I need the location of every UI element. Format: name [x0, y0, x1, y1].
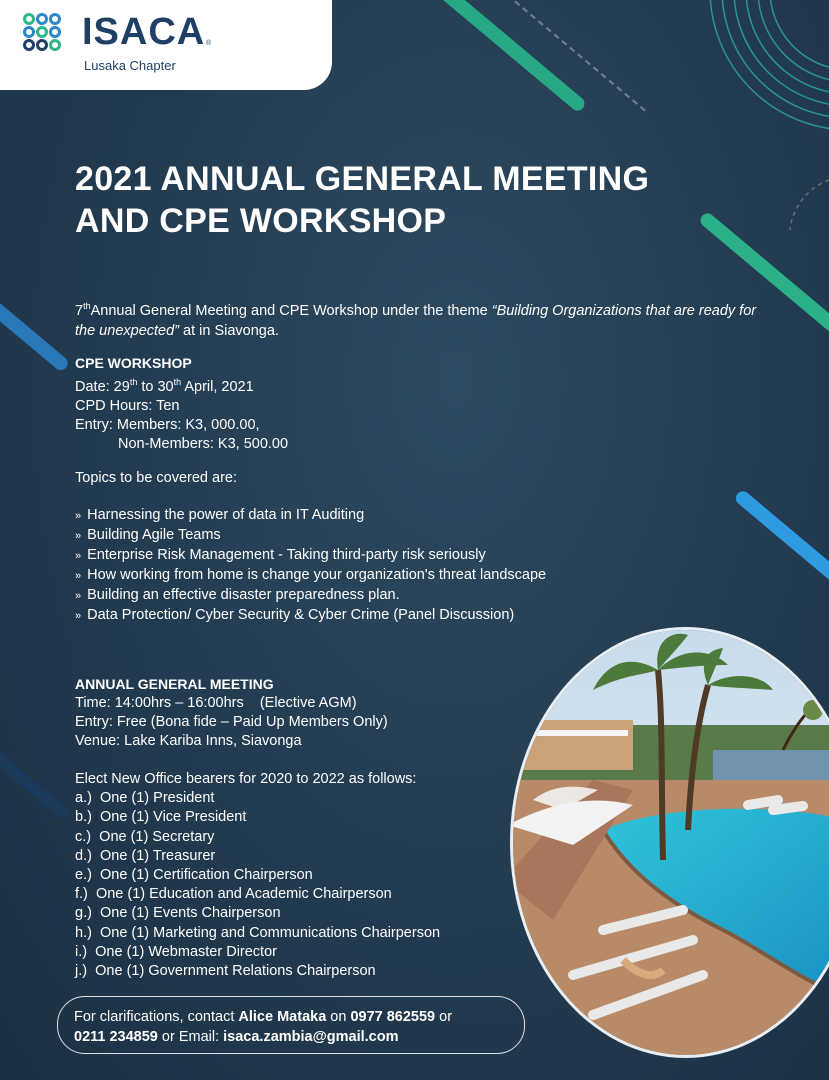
- elections-section: [75, 770, 440, 981]
- topic-text: Building Agile Teams: [87, 527, 221, 543]
- list-item: [75, 546, 546, 566]
- logo-registered-mark: ®: [206, 40, 212, 47]
- date-end: to 30: [137, 378, 174, 395]
- page-title: [75, 158, 649, 242]
- agm-section: [75, 675, 388, 752]
- elections-intro: Elect New Office bearers for 2020 to 2022 as follows:: [75, 771, 417, 787]
- isaca-logo-icon: [22, 12, 72, 52]
- list-item: [75, 606, 546, 626]
- list-item: j.) One (1) Government Relations Chairperson: [75, 963, 376, 980]
- decorative-stripe-blue-right: [733, 488, 829, 595]
- topics-intro: Topics to be covered are:: [75, 470, 238, 486]
- pool-illustration: [513, 630, 829, 1055]
- list-item: e.) One (1) Certification Chairperson: [75, 867, 313, 884]
- workshop-date: [75, 373, 288, 397]
- contact-line-2: [74, 1027, 452, 1047]
- list-item: d.) One (1) Treasurer: [75, 847, 216, 864]
- intro-theme: “Building Organizations that are ready for the unexpected”: [75, 302, 757, 339]
- contact-on: on: [326, 1009, 351, 1025]
- agm-entry: Entry: Free (Bona fide – Paid Up Members Only): [75, 714, 388, 731]
- logo-wordmark: ISACA: [82, 11, 206, 53]
- workshop-heading: CPE WORKSHOP: [75, 355, 192, 371]
- topic-text: How working from home is change your organization's threat landscape: [87, 567, 547, 583]
- chapter-name: Lusaka Chapter: [84, 58, 176, 73]
- intro-ordinal: 7: [75, 302, 84, 319]
- topics-list: [75, 506, 546, 626]
- list-item: h.) One (1) Marketing and Communications Chairperson: [75, 924, 441, 941]
- bullet-marker: »: [75, 530, 82, 542]
- list-item: [75, 506, 546, 526]
- list-item: a.) One (1) President: [75, 790, 215, 807]
- list-item: i.) One (1) Webmaster Director: [75, 943, 277, 960]
- contact-phone-2[interactable]: 0211 234859: [74, 1029, 158, 1045]
- workshop-entry-nonmembers: Non-Members: K3, 500.00: [118, 436, 289, 453]
- topic-text: Data Protection/ Cyber Security & Cyber Crime (Panel Discussion): [87, 607, 515, 623]
- workshop-cpd-hours: CPD Hours: Ten: [75, 398, 180, 415]
- topic-text: Building an effective disaster preparedness plan.: [87, 587, 400, 603]
- contact-line-1: [74, 1007, 452, 1027]
- agm-heading: ANNUAL GENERAL MEETING: [75, 676, 274, 692]
- list-item: [75, 526, 546, 546]
- bullet-marker: »: [75, 570, 82, 582]
- contact-or: or: [435, 1009, 453, 1025]
- contact-email[interactable]: isaca.zambia@gmail.com: [223, 1029, 399, 1045]
- decorative-arcs: [660, 0, 829, 140]
- list-item: b.) One (1) Vice President: [75, 809, 247, 826]
- list-item: [75, 566, 546, 586]
- decorative-stripe-dark-left: [0, 741, 71, 821]
- decorative-stripe-green-top: [433, 0, 588, 113]
- agm-venue: Venue: Lake Kariba Inns, Siavonga: [75, 733, 302, 750]
- list-item: g.) One (1) Events Chairperson: [75, 905, 281, 922]
- title-line-2: AND CPE WORKSHOP: [75, 202, 447, 240]
- contact-prefix: For clarifications, contact: [74, 1009, 239, 1025]
- intro-text: Annual General Meeting and CPE Workshop under the theme: [90, 302, 492, 319]
- topic-text: Enterprise Risk Management - Taking third-party risk seriously: [87, 547, 486, 563]
- agm-time: Time: 14:00hrs – 16:00hrs (Elective AGM): [75, 695, 357, 711]
- contact-email-label: or Email:: [157, 1029, 224, 1045]
- bullet-marker: »: [75, 510, 82, 522]
- workshop-entry-members: Entry: Members: K3, 000.00,: [75, 417, 260, 434]
- decorative-dashed-arc: [770, 170, 829, 290]
- list-item: [75, 586, 546, 606]
- date-end-sup: th: [173, 377, 182, 387]
- decorative-stripe-blue-left: [0, 285, 70, 373]
- date-start: Date: 29: [75, 378, 130, 395]
- contact-text: [74, 1007, 452, 1047]
- list-item: c.) One (1) Secretary: [75, 828, 215, 845]
- intro-paragraph: [75, 296, 765, 341]
- contact-phone-1[interactable]: 0977 862559: [350, 1009, 436, 1025]
- intro-ordinal-sup: th: [83, 301, 91, 311]
- list-item: f.) One (1) Education and Academic Chairperson: [75, 886, 392, 903]
- date-start-sup: th: [129, 377, 138, 387]
- contact-name: Alice Mataka: [238, 1009, 327, 1025]
- resort-pool-photo: [510, 627, 829, 1058]
- decorative-stripe-dashed: [514, 1, 646, 112]
- bullet-marker: »: [75, 610, 82, 622]
- bullet-marker: »: [75, 590, 82, 602]
- intro-location: at in Siavonga.: [179, 322, 279, 339]
- topic-text: Harnessing the power of data in IT Auditing: [87, 507, 365, 523]
- bullet-marker: »: [75, 550, 82, 562]
- title-line-1: 2021 ANNUAL GENERAL MEETING: [75, 160, 650, 198]
- date-month: April, 2021: [181, 378, 254, 395]
- workshop-section: [75, 354, 288, 455]
